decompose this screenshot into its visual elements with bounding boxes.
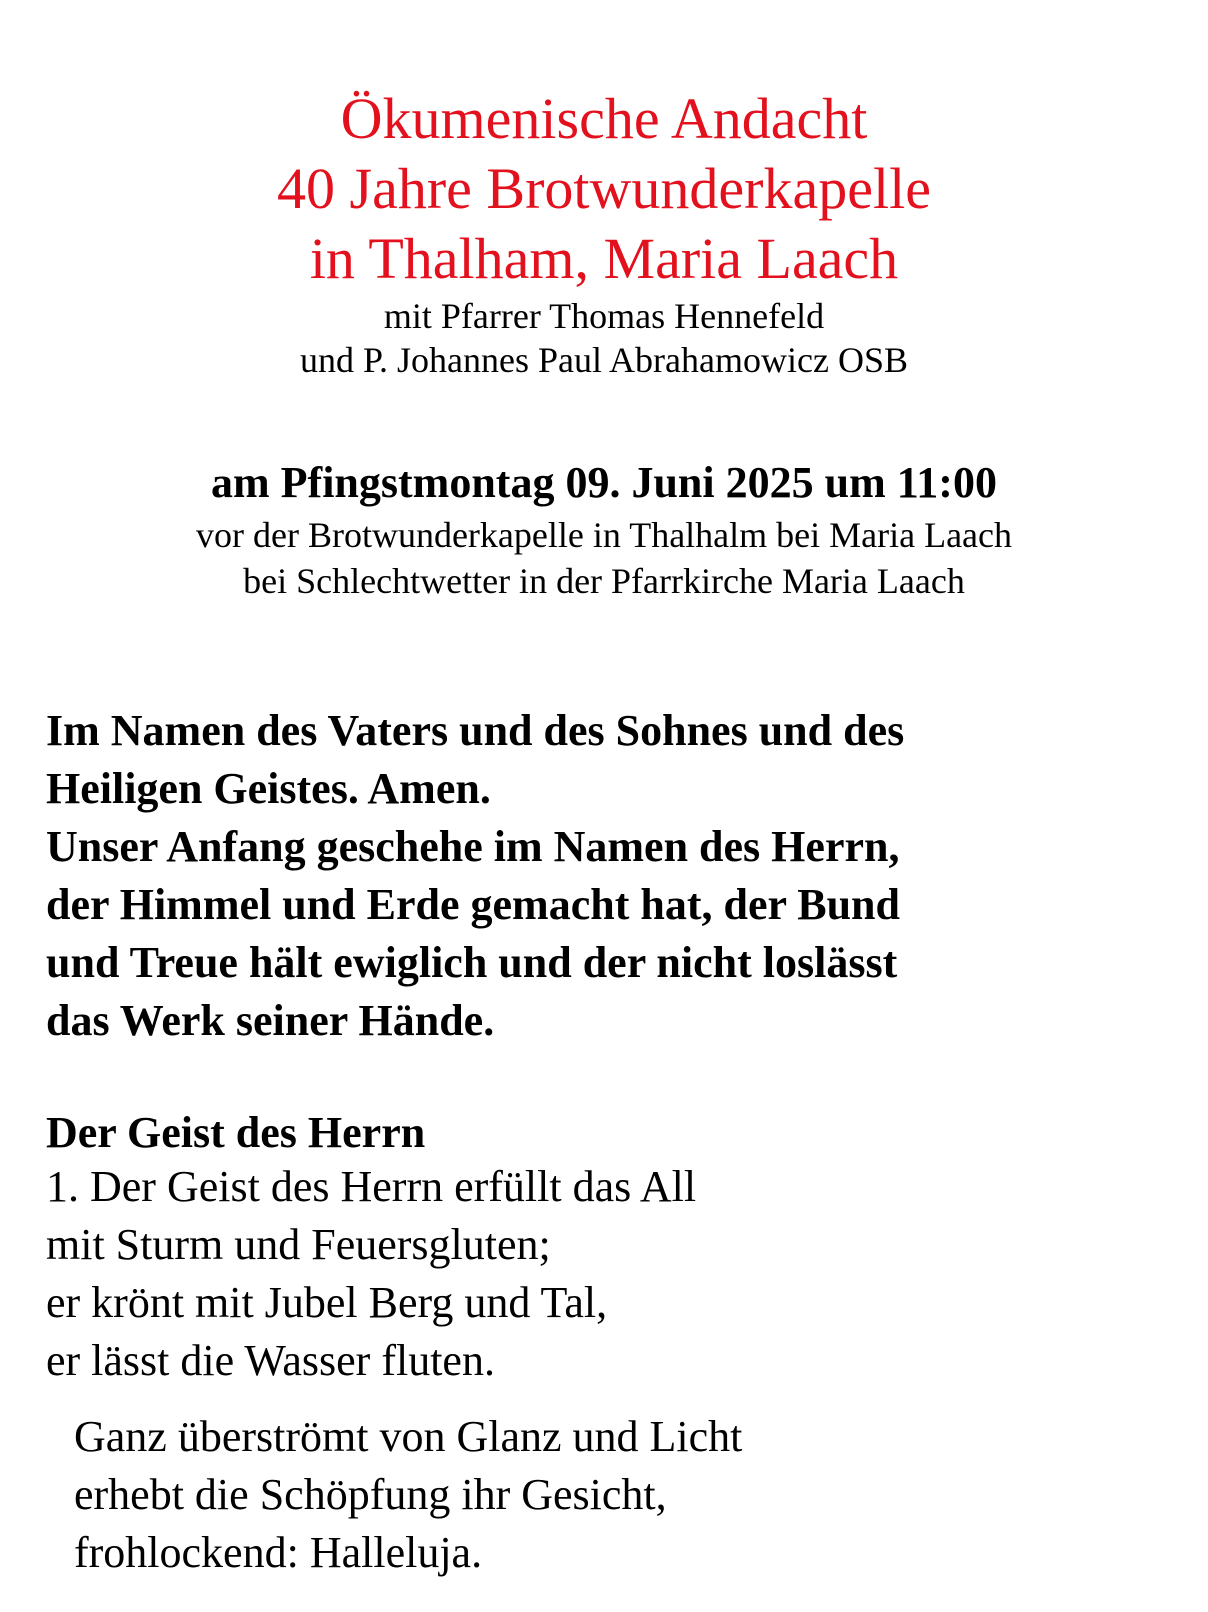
prayer-line: das Werk seiner Hände. <box>46 996 495 1045</box>
officiant-line-2: und P. Johannes Paul Abrahamowicz OSB <box>300 340 908 380</box>
event-bad-weather-location: bei Schlechtwetter in der Pfarrkirche Maria Laach <box>243 561 965 601</box>
event-date: am Pfingstmontag 09. Juni 2025 um 11:00 <box>211 458 997 507</box>
refrain-line: erhebt die Schöpfung ihr Gesicht, <box>74 1470 667 1519</box>
event-location: vor der Brotwunderkapelle in Thalhalm bei Maria Laach <box>195 515 1013 555</box>
verse-line: mit Sturm und Feuersgluten; <box>46 1220 551 1269</box>
opening-prayer <box>46 702 1176 1050</box>
verse-line: er lässt die Wasser fluten. <box>46 1336 495 1385</box>
title-line-1: Ökumenische Andacht <box>340 86 868 151</box>
prayer-line: und Treue hält ewiglich und der nicht loslässt <box>46 938 898 987</box>
event-details <box>0 454 1208 604</box>
refrain-line: frohlockend: Halleluja. <box>74 1528 483 1577</box>
title-line-2: 40 Jahre Brotwunderkapelle <box>277 156 931 221</box>
song-refrain <box>74 1408 742 1582</box>
title-line-3: in Thalham, Maria Laach <box>309 226 899 291</box>
prayer-line: Im Namen des Vaters und des Sohnes und des <box>46 706 905 755</box>
prayer-line: Heiligen Geistes. Amen. <box>46 764 491 813</box>
verse-line: 1. Der Geist des Herrn erfüllt das All <box>46 1162 697 1211</box>
song-verse <box>46 1158 696 1390</box>
verse-line: er krönt mit Jubel Berg und Tal, <box>46 1278 608 1327</box>
officiant-line-1: mit Pfarrer Thomas Hennefeld <box>383 296 825 336</box>
prayer-line: der Himmel und Erde gemacht hat, der Bund <box>46 880 900 929</box>
event-header <box>0 84 1208 382</box>
prayer-line: Unser Anfang geschehe im Namen des Herrn, <box>46 822 900 871</box>
song-title: Der Geist des Herrn <box>46 1108 426 1157</box>
refrain-line: Ganz überströmt von Glanz und Licht <box>74 1412 743 1461</box>
